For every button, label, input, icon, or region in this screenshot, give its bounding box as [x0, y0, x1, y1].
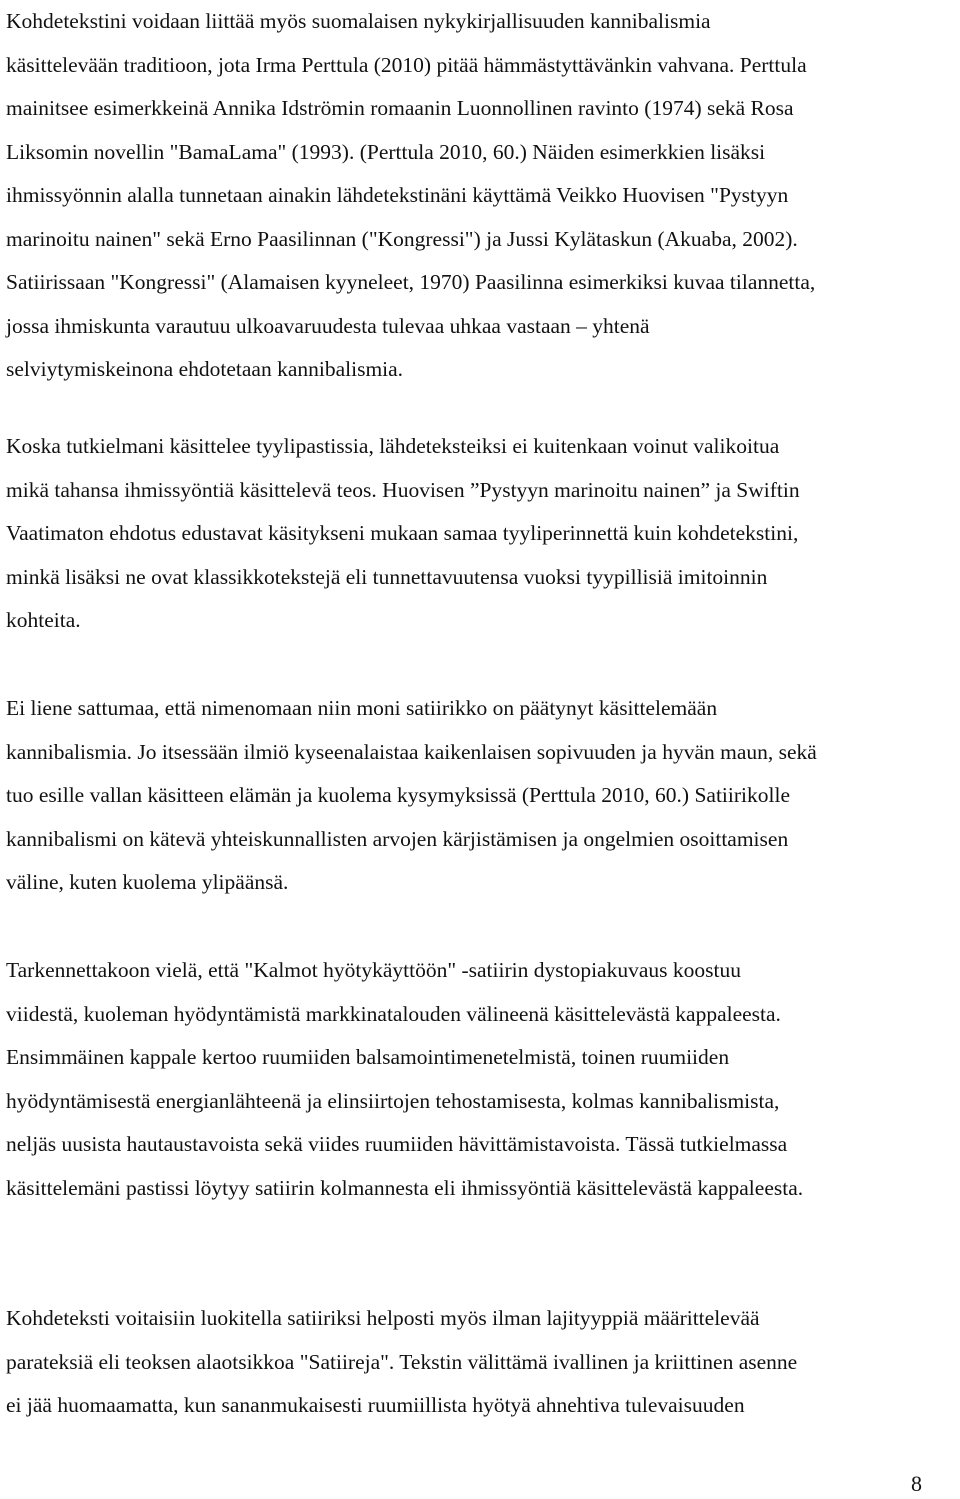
text-line: minkä lisäksi ne ovat klassikkotekstejä eli tunnettavuutensa vuoksi tyypillisiä imitoinnin [6, 564, 768, 589]
text-line: viidestä, kuoleman hyödyntämistä markkinatalouden välineenä käsittelevästä kappaleesta. [6, 1001, 781, 1026]
text-line: Vaatimaton ehdotus edustavat käsitykseni mukaan samaa tyyliperinnettä kuin kohdetekstini, [6, 521, 799, 545]
paragraph-source-selection [6, 425, 954, 643]
text-line: Tarkennettakoon vielä, että "Kalmot hyötykäyttöön" -satiirin dystopiakuvaus koostuu [6, 958, 741, 982]
text-line: hyödyntämisestä energianlähteenä ja elinsiirtojen tehostamisesta, kolmas kannibalismista, [6, 1088, 780, 1113]
text-line: kohteita. [6, 608, 81, 632]
text-line: parateksiä eli teoksen alaotsikkoa "Satiireja". Tekstin välittämä ivallinen ja kriittinen asenne [6, 1349, 798, 1374]
text-line: Kohdetekstini voidaan liittää myös suomalaisen nykykirjallisuuden kannibalismia [6, 9, 711, 33]
paragraph-satirists [6, 687, 954, 905]
text-line: mainitsee esimerkkeinä Annika Idströmin romaanin Luonnollinen ravinto (1974) sekä Rosa [6, 96, 794, 120]
text-line: marinoitu nainen" sekä Erno Paasilinnan ("Kongressi") ja Jussi Kylätaskun (Akuaba, 2002). [6, 226, 798, 251]
text-line: Satiirissaan "Kongressi" (Alamaisen kyyneleet, 1970) Paasilinna esimerkiksi kuvaa tilannetta, [6, 270, 816, 294]
text-line: neljäs uusista hautaustavoista sekä viides ruumiiden hävittämistavoista. Tässä tutkielmassa [6, 1132, 788, 1156]
paragraph-dystopia [6, 949, 954, 1210]
text-line: ihmissyönnin alalla tunnetaan ainakin lähdetekstinäni käyttämä Veikko Huovisen "Pystyyn [6, 183, 789, 207]
text-line: käsittelemäni pastissi löytyy satiirin kolmannesta eli ihmissyöntiä käsittelevästä kappaleesta. [6, 1175, 804, 1200]
text-line: tuo esille vallan käsitteen elämän ja kuolema kysymyksissä (Perttula 2010, 60.) Satiirikolle [6, 783, 790, 807]
text-line: kannibalismia. Jo itsessään ilmiö kyseenalaistaa kaikenlaisen sopivuuden ja hyvän maun, sekä [6, 739, 817, 764]
text-line: kannibalismi on kätevä yhteiskunnallisten arvojen kärjistämisen ja ongelmien osoittamisen [6, 826, 789, 851]
text-line: käsittelevään traditioon, jota Irma Perttula (2010) pitää hämmästyttävänkin vahvana. Perttula [6, 52, 807, 77]
text-line: väline, kuten kuolema ylipäänsä. [6, 870, 289, 894]
paragraph-classification [6, 1297, 954, 1428]
text-line: Ensimmäinen kappale kertoo ruumiiden balsamointimenetelmistä, toinen ruumiiden [6, 1045, 730, 1069]
text-line: jossa ihmiskunta varautuu ulkoavaruudesta tulevaa uhkaa vastaan – yhtenä [6, 313, 650, 338]
paragraph-cannibalism-tradition [6, 0, 954, 392]
text-line: mikä tahansa ihmissyöntiä käsittelevä teos. Huovisen ”Pystyyn marinoitu nainen” ja Swiftin [6, 477, 800, 502]
text-line: Koska tutkielmani käsittelee tyylipastissia, lähdeteksteiksi ei kuitenkaan voinut valikoitua [6, 434, 780, 458]
text-line: Ei liene sattumaa, että nimenomaan niin moni satiirikko on päätynyt käsittelemään [6, 696, 718, 720]
text-line: ei jää huomaamatta, kun sananmukaisesti ruumiillista hyötyä ahnehtiva tulevaisuuden [6, 1393, 745, 1417]
text-line: selviytymiskeinona ehdotetaan kannibalismia. [6, 357, 404, 381]
text-line: Liksomin novellin "BamaLama" (1993). (Perttula 2010, 60.) Näiden esimerkkien lisäksi [6, 139, 766, 164]
text-line: Kohdeteksti voitaisiin luokitella satiiriksi helposti myös ilman lajityyppiä määrittelevää [6, 1306, 760, 1330]
page-number: 8 [911, 1471, 922, 1496]
